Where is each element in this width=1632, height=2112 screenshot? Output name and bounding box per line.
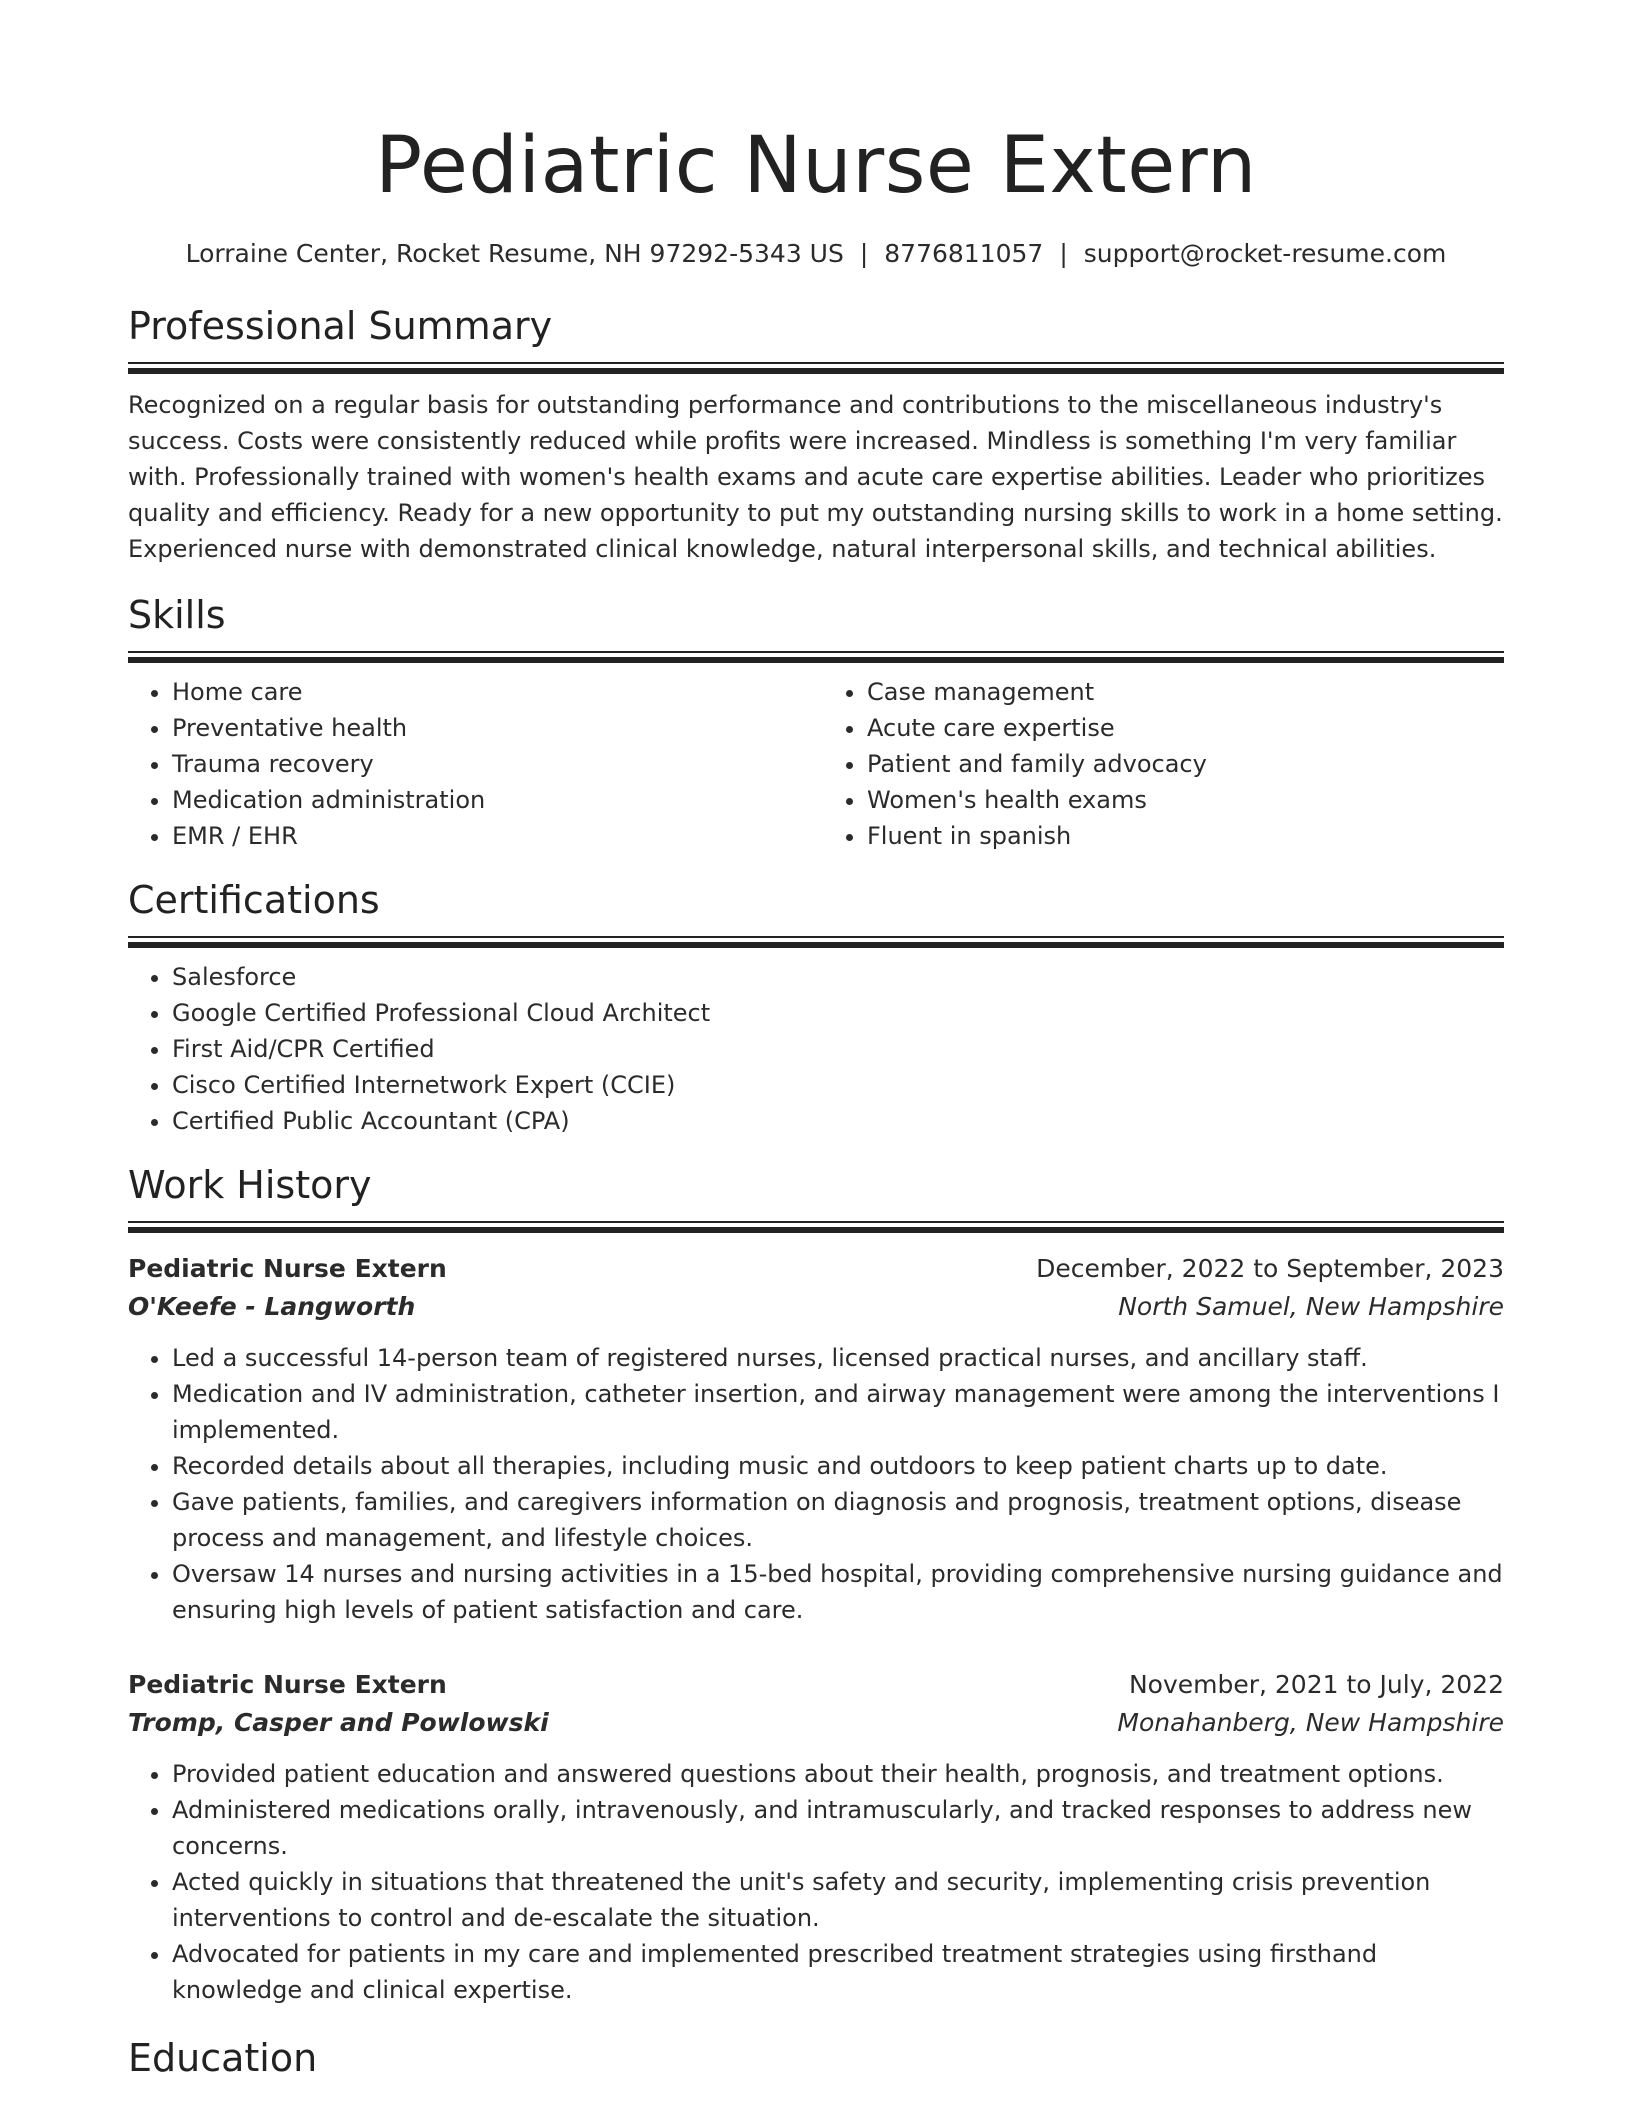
skill-item: • Acute care expertise xyxy=(867,710,1504,746)
job-title: Pediatric Nurse Extern xyxy=(128,1254,447,1283)
job-header-row xyxy=(128,1250,1504,1288)
resume-title: Pediatric Nurse Extern xyxy=(375,121,1257,211)
job-entry xyxy=(128,1666,1504,2008)
education-section xyxy=(128,2034,1504,2082)
contact-separator: | xyxy=(1059,239,1068,268)
skills-list-right xyxy=(816,674,1504,854)
section-divider xyxy=(128,936,1504,947)
resume-page xyxy=(128,0,1504,2082)
certification-item: • Salesforce xyxy=(172,959,1504,995)
skill-item: • Trauma recovery xyxy=(172,746,816,782)
skill-item: • Case management xyxy=(867,674,1504,710)
job-bullet: • Acted quickly in situations that threatened the unit's safety and security, implementing crisis prevention interventions to control and de-escalate the situation. xyxy=(172,1864,1504,1936)
skills-grid xyxy=(128,674,1504,854)
education-heading: Education xyxy=(128,2036,318,2080)
job-bullet: • Administered medications orally, intravenously, and intramuscularly, and tracked responses to address new concerns. xyxy=(172,1792,1504,1864)
job-bullet: • Advocated for patients in my care and implemented prescribed treatment strategies using firsthand knowledge and clinical expertise. xyxy=(172,1936,1504,2008)
certification-item: • First Aid/CPR Certified xyxy=(172,1031,1504,1067)
summary-heading: Professional Summary xyxy=(128,304,553,348)
job-bullet: • Provided patient education and answered questions about their health, prognosis, and treatment options. xyxy=(172,1756,1504,1792)
skill-item: • Women's health exams xyxy=(867,782,1504,818)
certification-item: • Cisco Certified Internetwork Expert (CCIE) xyxy=(172,1067,1504,1103)
job-bullet: • Medication and IV administration, catheter insertion, and airway management were among the interventions I implemented. xyxy=(172,1376,1504,1448)
job-header-row xyxy=(128,1666,1504,1704)
section-divider xyxy=(128,1221,1504,1232)
contact-email: support@rocket-resume.com xyxy=(1083,239,1447,268)
job-company-row xyxy=(128,1704,1504,1742)
summary-text: Recognized on a regular basis for outstanding performance and contributions to the miscellaneous industry's success. Costs were consistently reduced while profits were increased. Mindless is something I'm very familiar with. Professionally trained with women's health exams and acute care expertise abilities. Leader who prioritizes quality and efficiency. Ready for a new opportunity to put my outstanding nursing skills to work in a home setting. Experienced nurse with demonstrated clinical knowledge, natural interpersonal skills, and technical abilities. xyxy=(128,391,1503,563)
work-history-section xyxy=(128,1161,1504,2008)
job-location: Monahanberg, New Hampshire xyxy=(1117,1708,1504,1737)
skill-item: • Home care xyxy=(172,674,816,710)
job-dates: November, 2021 to July, 2022 xyxy=(1128,1670,1504,1699)
job-bullet: • Oversaw 14 nurses and nursing activities in a 15-bed hospital, providing comprehensive nursing guidance and ensuring high levels of patient satisfaction and care. xyxy=(172,1556,1504,1628)
skills-section xyxy=(128,591,1504,854)
certifications-list xyxy=(128,959,1504,1139)
skill-item: • EMR / EHR xyxy=(172,818,816,854)
section-divider xyxy=(128,651,1504,662)
contact-phone: 8776811057 xyxy=(884,239,1044,268)
job-company: O'Keefe - Langworth xyxy=(128,1292,416,1321)
job-bullet: • Recorded details about all therapies, including music and outdoors to keep patient charts up to date. xyxy=(172,1448,1504,1484)
contact-line xyxy=(128,236,1504,272)
job-bullet: • Led a successful 14-person team of registered nurses, licensed practical nurses, and ancillary staff. xyxy=(172,1340,1504,1376)
certifications-section xyxy=(128,876,1504,1139)
job-company-row xyxy=(128,1288,1504,1326)
certification-item: • Google Certified Professional Cloud Architect xyxy=(172,995,1504,1031)
skill-item: • Patient and family advocacy xyxy=(867,746,1504,782)
skill-item: • Preventative health xyxy=(172,710,816,746)
contact-separator: | xyxy=(859,239,869,268)
job-entry xyxy=(128,1250,1504,1628)
summary-section xyxy=(128,302,1504,567)
skills-list-left xyxy=(128,674,816,854)
skills-heading: Skills xyxy=(128,593,226,637)
job-company: Tromp, Casper and Powlowski xyxy=(128,1708,549,1737)
section-divider xyxy=(128,362,1504,373)
skill-item: • Medication administration xyxy=(172,782,816,818)
skill-item: • Fluent in spanish xyxy=(867,818,1504,854)
job-bullet: • Gave patients, families, and caregivers information on diagnosis and prognosis, treatment options, disease process and management, and lifestyle choices. xyxy=(172,1484,1504,1556)
certification-item: • Certified Public Accountant (CPA) xyxy=(172,1103,1504,1139)
job-bullets xyxy=(128,1756,1504,2008)
certifications-heading: Certifications xyxy=(128,878,380,922)
job-bullets xyxy=(128,1340,1504,1628)
job-dates: December, 2022 to September, 2023 xyxy=(1036,1254,1504,1283)
job-location: North Samuel, New Hampshire xyxy=(1118,1292,1504,1321)
job-title: Pediatric Nurse Extern xyxy=(128,1670,447,1699)
contact-address: Lorraine Center, Rocket Resume, NH 97292-5343 US xyxy=(185,239,844,268)
work-history-heading: Work History xyxy=(128,1163,372,1207)
